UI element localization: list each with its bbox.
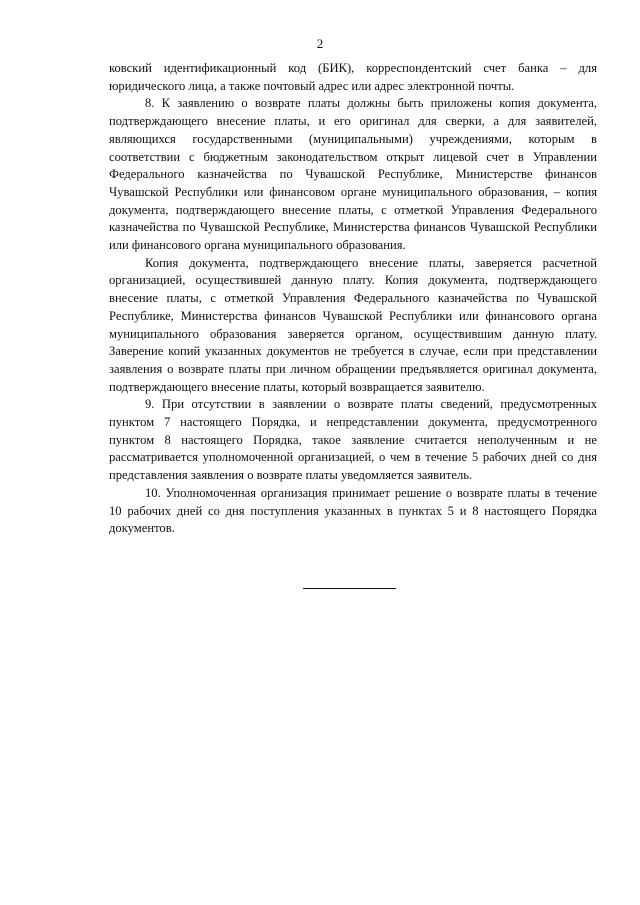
paragraph-item-10: 10. Уполномоченная организация принимает решение о возврате платы в течение 10 рабочих дней со дня поступления указанных в пунктах 5 и 8 настоящего Порядка документов. — [109, 485, 597, 536]
paragraph-document-certification: Копия документа, подтверждающего внесение платы, заверяется расчетной организацией, осуществившей данную плату. Копия документа, подтверждающего внесение платы, с отметкой Управления Федерального казначейства по Чувашской Республике, Министерства финансов Чувашской Республики или финансового органа муниципального образования заверяется органом, осуществившим данную плату. Заверение копий указанных документов не требуется в случае, если при представлении заявления о возврате платы при личном обращении предъявляется оригинал документа, подтверждающего внесение платы, который возвращается заявителю. — [109, 255, 597, 394]
paragraph-item-9: 9. При отсутствии в заявлении о возврате платы сведений, предусмотренных пунктом 7 настоящего Порядка, и непредставлении документа, предусмотренного пунктом 8 настоящего Порядка, такое заявление считается неполученным и не рассматривается уполномоченной организацией, о чем в течение 5 рабочих дней со дня представления заявления о возврате платы уведомляется заявитель. — [109, 397, 597, 483]
paragraph-item-8: 8. К заявлению о возврате платы должны быть приложены копия документа, подтверждающего внесение платы, и его оригинал для сверки, а для заявителей, являющихся государственными (муниципальными) учреждениями, которым в соответствии с бюджетным законодательством открыт лицевой счет в Управлении Федерального казначейства по Чувашской Республике, Министерстве финансов Чувашской Республики или финансовом органе муниципального образования, – копия документа, подтверждающего внесение платы, с отметкой Управления Федерального казначейства по Чувашской Республике, Министерства финансов Чувашской Республики или финансового органа муниципального образования. — [109, 96, 597, 253]
paragraph-bik-continuation: ковский идентификационный код (БИК), корреспондентский счет банка – для юридического лица, а также почтовый адрес или адрес электронной почты. — [109, 61, 597, 93]
document-body — [109, 60, 597, 538]
end-of-document-rule — [303, 588, 396, 589]
page-number: 2 — [316, 36, 324, 51]
